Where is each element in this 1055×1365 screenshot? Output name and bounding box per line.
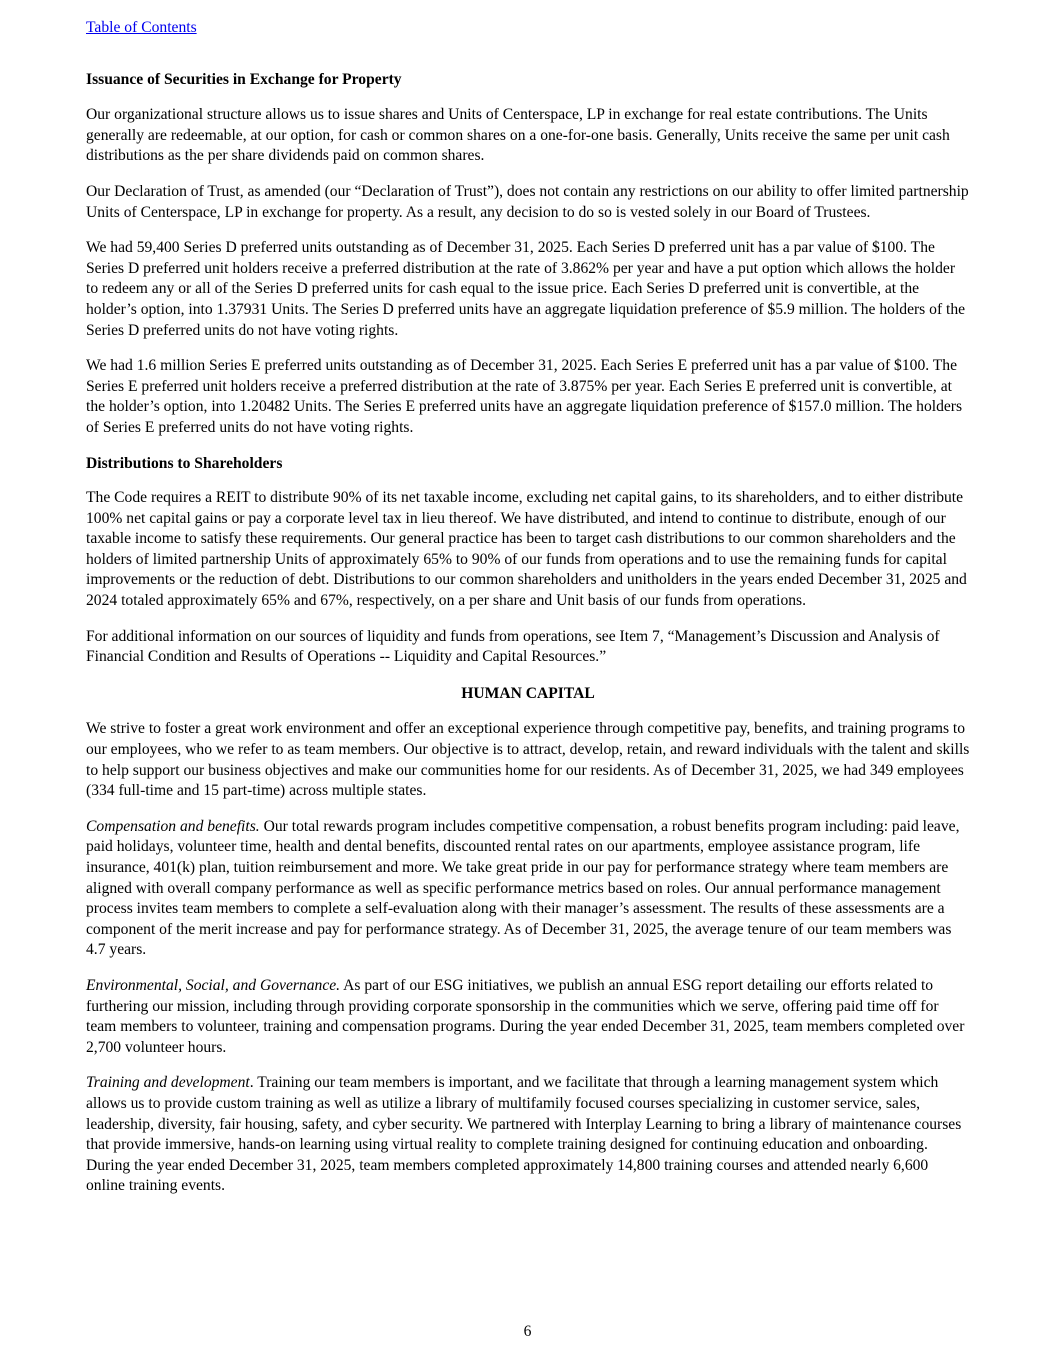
compensation-text: Our total rewards program includes competitive compensation, a robust benefits program including: paid leave, paid holidays, volunteer time, health and dental benefits, discounted rental rates on our apartments, employee assistance program, life insurance, 401(k) plan, tuition reimbursement and more. We take great pride in our pay for performance strategy where team members are aligned with overall company performance as well as specific performance metrics based on roles. Our annual performance management process invites team members to complete a self-evaluation along with their manager’s assessment. The results of these assessments are a component of the merit increase and pay for performance strategy. As of December 31, 2025, the average tenure of our team members was 4.7 years. (86, 817, 960, 959)
document-page (86, 18, 970, 1197)
page-number: 6 (523, 1323, 532, 1340)
human-capital-heading: HUMAN CAPITAL (461, 684, 595, 702)
distributions-paragraph-2: For additional information on our sources of liquidity and funds from operations, see Item 7, “Management’s Discussion and Analysis of Financial Condition and Results of Operations -- Liquidity and Capital Resources.” (86, 627, 940, 666)
training-text: . Training our team members is important, and we facilitate that through a learning management system which allows us to provide custom training as well as utilize a library of multifamily focused courses specializing in customer service, sales, leadership, diversity, fair housing, safety, and cyber security. We partnered with Interplay Learning to bring a library of maintenance courses that provide immersive, hands-on learning using virtual reality to complete training designed for continuing education and onboarding. During the year ended December 31, 2025, team members completed approximately 14,800 training courses and attended nearly 6,600 online training events. (86, 1074, 962, 1195)
issuance-paragraph-series-e: We had 1.6 million Series E preferred units outstanding as of December 31, 2025. Each Series E preferred unit has a par value of $100. The Series E preferred unit holders receive a preferred distribution at the rate of 3.875% per year. Each Series E preferred unit is convertible, at the holder’s option, into 1.20482 Units. The Series E preferred units have an aggregate liquidation preference of $157.0 million. The holders of Series E preferred units do not have voting rights. (86, 357, 963, 436)
issuance-paragraph-series-d: We had 59,400 Series D preferred units outstanding as of December 31, 2025. Each Series D preferred unit has a par value of $100. The Series D preferred unit holders receive a preferred distribution at the rate of 3.862% per year and have a put option which allows the holder to redeem any or all of the Series D preferred units for cash equal to the issue price. Each Series D preferred unit is convertible, at the holder’s option, into 1.37931 Units. The Series D preferred units have an aggregate liquidation preference of $5.9 million. The holders of the Series D preferred units do not have voting rights. (86, 239, 966, 339)
compensation-title: Compensation and benefits. (86, 817, 260, 835)
esg-paragraph (86, 976, 970, 1058)
table-of-contents-link[interactable]: Table of Contents (86, 19, 197, 36)
issuance-paragraph-1: Our organizational structure allows us to issue shares and Units of Centerspace, LP in exchange for real estate contributions. The Units generally are redeemable, at our option, for cash or common shares on a one-for-one basis. Generally, Units receive the same per unit cash distributions as the per share dividends paid on common shares. (86, 106, 950, 165)
training-title: Training and development (86, 1074, 250, 1092)
esg-title: Environmental, Social, and Governance. (86, 976, 341, 994)
issuance-paragraph-2: Our Declaration of Trust, as amended (our “Declaration of Trust”), does not contain any restrictions on our ability to offer limited partnership Units of Centerspace, LP in exchange for property. As a result, any decision to do so is vested solely in our Board of Trustees. (86, 182, 969, 221)
issuance-heading: Issuance of Securities in Exchange for Property (86, 70, 402, 88)
compensation-paragraph (86, 817, 970, 961)
human-capital-intro: We strive to foster a great work environment and offer an exceptional experience through competitive pay, benefits, and training programs to our employees, who we refer to as team members. Our objective is to attract, develop, retain, and reward individuals with the talent and skills to help support our business objectives and make our communities home for our residents. As of December 31, 2025, we had 349 employees (334 full-time and 15 part-time) across multiple states. (86, 720, 970, 800)
distributions-heading: Distributions to Shareholders (86, 454, 283, 472)
distributions-paragraph-1: The Code requires a REIT to distribute 90% of its net taxable income, excluding net capital gains, to its shareholders, and to either distribute 100% net capital gains or pay a corporate level tax in lieu thereof. We have distributed, and intend to continue to distribute, enough of our taxable income to satisfy these requirements. Our general practice has been to target cash distributions to our common shareholders and the holders of limited partnership Units of approximately 65% to 90% of our funds from operations and to use the remaining funds for capital improvements or the reduction of debt. Distributions to our common shareholders and unitholders in the years ended December 31, 2025 and 2024 totaled approximately 65% and 67%, respectively, on a per share and Unit basis of our funds from operations. (86, 489, 967, 610)
esg-text: As part of our ESG initiatives, we publish an annual ESG report detailing our efforts related to furthering our mission, including through providing corporate sponsorship in the communities which we serve, offering paid time off for team members to volunteer, training and compensation programs. During the year ended December 31, 2025, team members completed over 2,700 volunteer hours. (86, 976, 965, 1056)
training-paragraph (86, 1073, 970, 1197)
